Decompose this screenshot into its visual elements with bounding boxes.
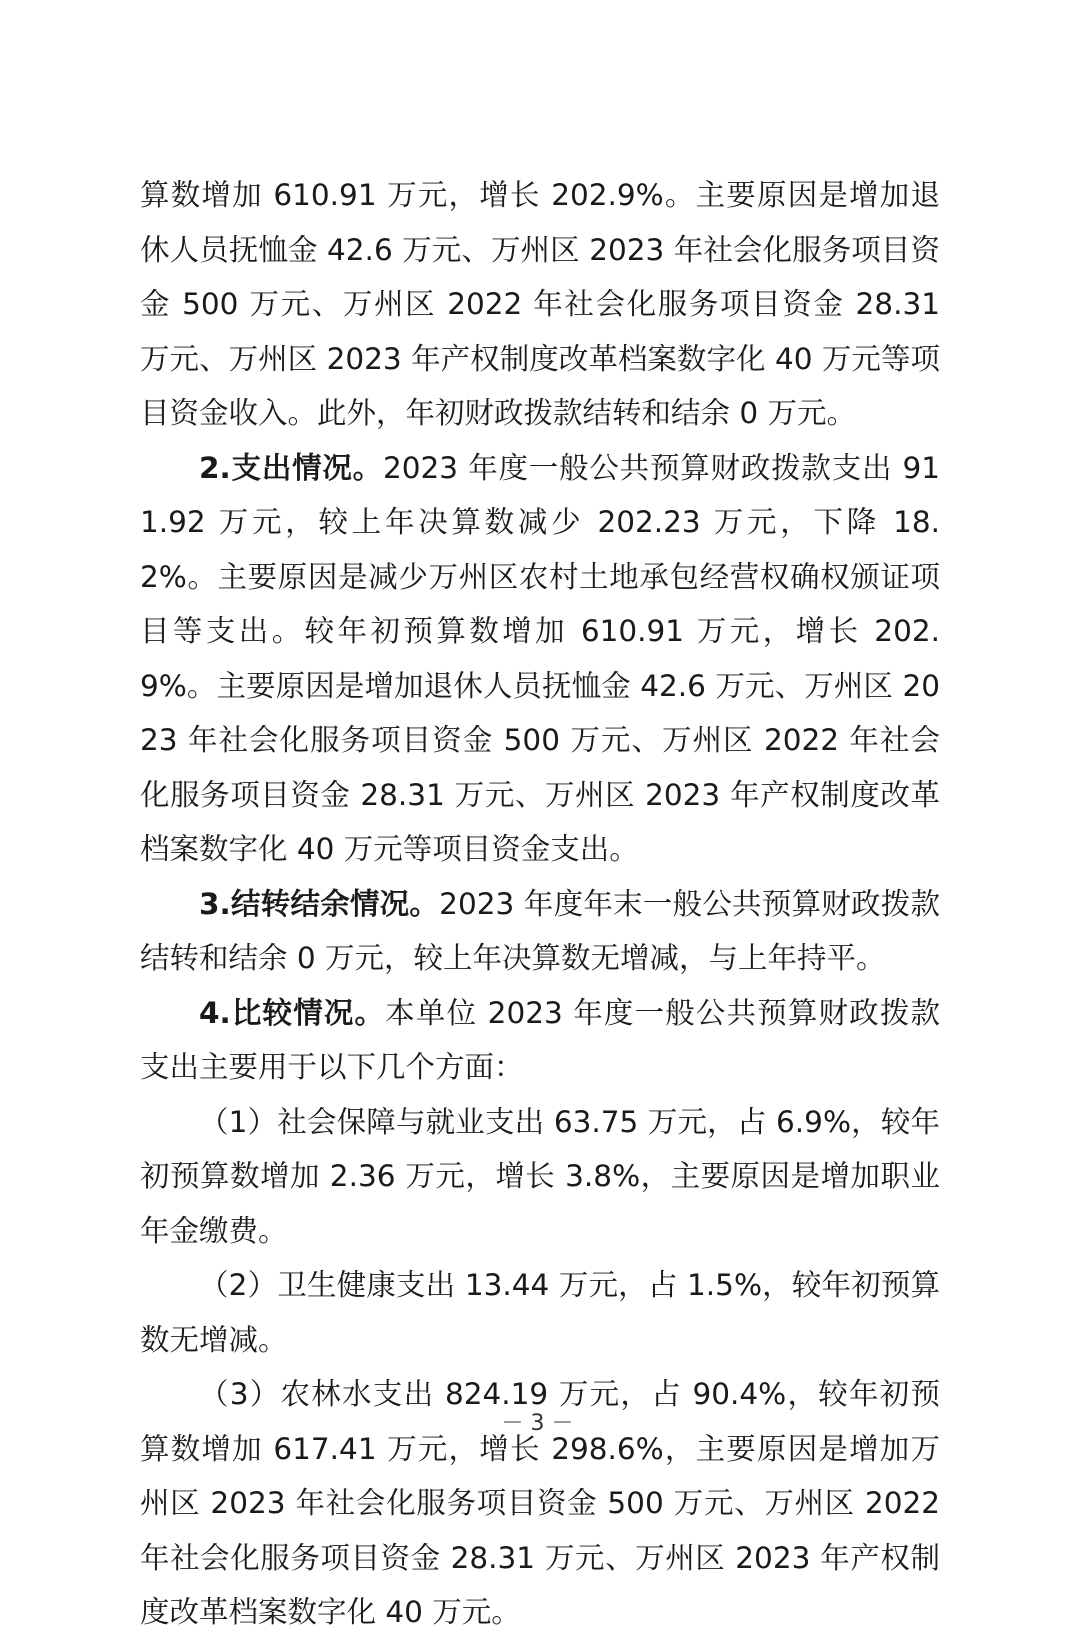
list-item-agriculture: （3）农林水支出 824.19 万元，占 90.4%，较年初预算数增加 617.41 万元，增长 298.6%，主要原因是增加万州区 2023 年社会化服务项目资金 500 万元、万州区 2022 年社会化服务项目资金 28.31 万元、万州区 2023 年产权制度改革档案数字化 40 万元。 [140,1377,940,1629]
heading-comparison: 4.比较情况。 [199,995,386,1030]
heading-expenditure: 2.支出情况。 [199,450,383,485]
paragraph-expenditure [140,441,940,877]
list-item-social-security: （1）社会保障与就业支出 63.75 万元，占 6.9%，较年初预算数增加 2.36 万元，增长 3.8%，主要原因是增加职业年金缴费。 [140,1104,940,1248]
carryover-body: 2023 年度年末一般公共预算财政拨款结转和结余 0 万元，较上年决算数无增减，与上年持平。 [140,886,941,975]
comparison-body: 本单位 2023 年度一般公共预算财政拨款支出主要用于以下几个方面： [140,995,940,1084]
heading-carryover: 3.结转结余情况。 [199,886,440,921]
page-number: － 3 － [501,1411,574,1436]
expenditure-body: 2023 年度一般公共预算财政拨款支出 911.92 万元，较上年决算数减少 202.23 万元，下降 18.2%。主要原因是减少万州区农村土地承包经营权确权颁证项目等支出。较年初预算数增加 610.91 万元，增长 202.9%。主要原因是增加退休人员抚恤金 42.6 万元、万州区 2023 年社会化服务项目资金 500 万元、万州区 2022 年社会化服务项目资金 28.31 万元、万州区 2023 年产权制度改革档案数字化 40 万元等项目资金支出。 [140,450,940,866]
paragraph-carryover [140,877,940,986]
paragraph-comparison [140,986,940,1095]
list-item-health: （2）卫生健康支出 13.44 万元，占 1.5%，较年初预算数无增减。 [140,1268,940,1357]
paragraph-income-continued: 算数增加 610.91 万元，增长 202.9%。主要原因是增加退休人员抚恤金 42.6 万元、万州区 2023 年社会化服务项目资金 500 万元、万州区 2022 年社会化服务项目资金 28.31 万元、万州区 2023 年产权制度改革档案数字化 40 万元等项目资金收入。此外，年初财政拨款结转和结余 0 万元。 [140,178,940,430]
